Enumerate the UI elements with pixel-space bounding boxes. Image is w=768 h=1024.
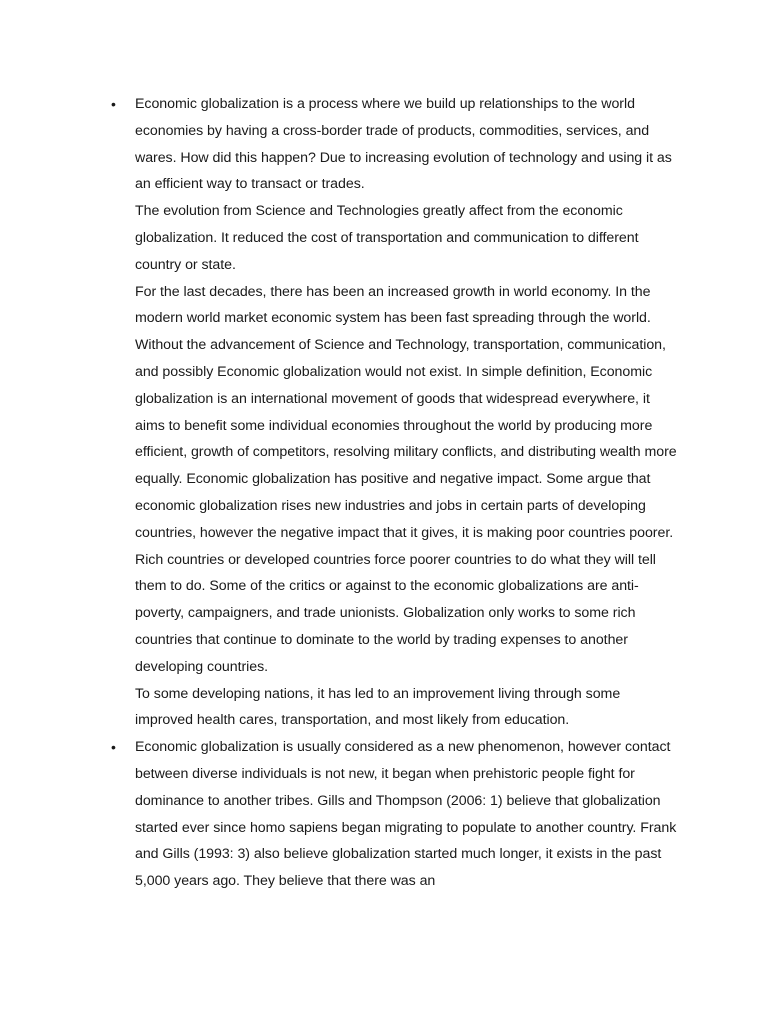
bullet-list [111, 91, 681, 895]
bullet-item-1 [111, 91, 681, 734]
paragraph: Economic globalization is a process where we build up relationships to the world economies by having a cross-border trade of products, commodities, services, and wares. How did this happen? Due to increasing evolution of technology and using it as an efficient way to transact or trades. [135, 96, 672, 193]
paragraph: For the last decades, there has been an increased growth in world economy. In the modern world market economic system has been fast spreading through the world. Without the advancement of Science and Technology, transportation, communication, and possibly Economic globalization would not exist. In simple definition, Economic globalization is an international movement of goods that widespread everywhere, it aims to benefit some individual economies throughout the world by producing more efficient, growth of competitors, resolving military conflicts, and distributing wealth more equally. Economic globalization has positive and negative impact. Some argue that economic globalization rises new industries and jobs in certain parts of developing countries, however the negative impact that it gives, it is making poor countries poorer. Rich countries or developed countries force poorer countries to do what they will tell them to do. Some of the critics or against to the economic globalizations are anti-poverty, campaigners, and trade unionists. Globalization only works to some rich countries that continue to dominate to the world by trading expenses to another developing countries. [135, 283, 677, 675]
paragraph: To some developing nations, it has led to an improvement living through some improved health cares, transportation, and most likely from education. [135, 685, 621, 729]
bullet-marker: • [111, 739, 116, 756]
paragraph: The evolution from Science and Technologies greatly affect from the economic globalization. It reduced the cost of transportation and communication to different country or state. [135, 203, 639, 273]
bullet-item-2 [111, 734, 681, 895]
bullet-marker: • [111, 96, 116, 112]
paragraph: Economic globalization is usually considered as a new phenomenon, however contact between diverse individuals is not new, it began when prehistoric people fight for dominance to another tribes. Gills and Thompson (2006: 1) believe that globalization started ever since homo sapiens began migrating to populate to another country. Frank and Gills (1993: 3) also believe globalization started much longer, it exists in the past 5,000 years ago. They believe that there was an [135, 739, 677, 890]
